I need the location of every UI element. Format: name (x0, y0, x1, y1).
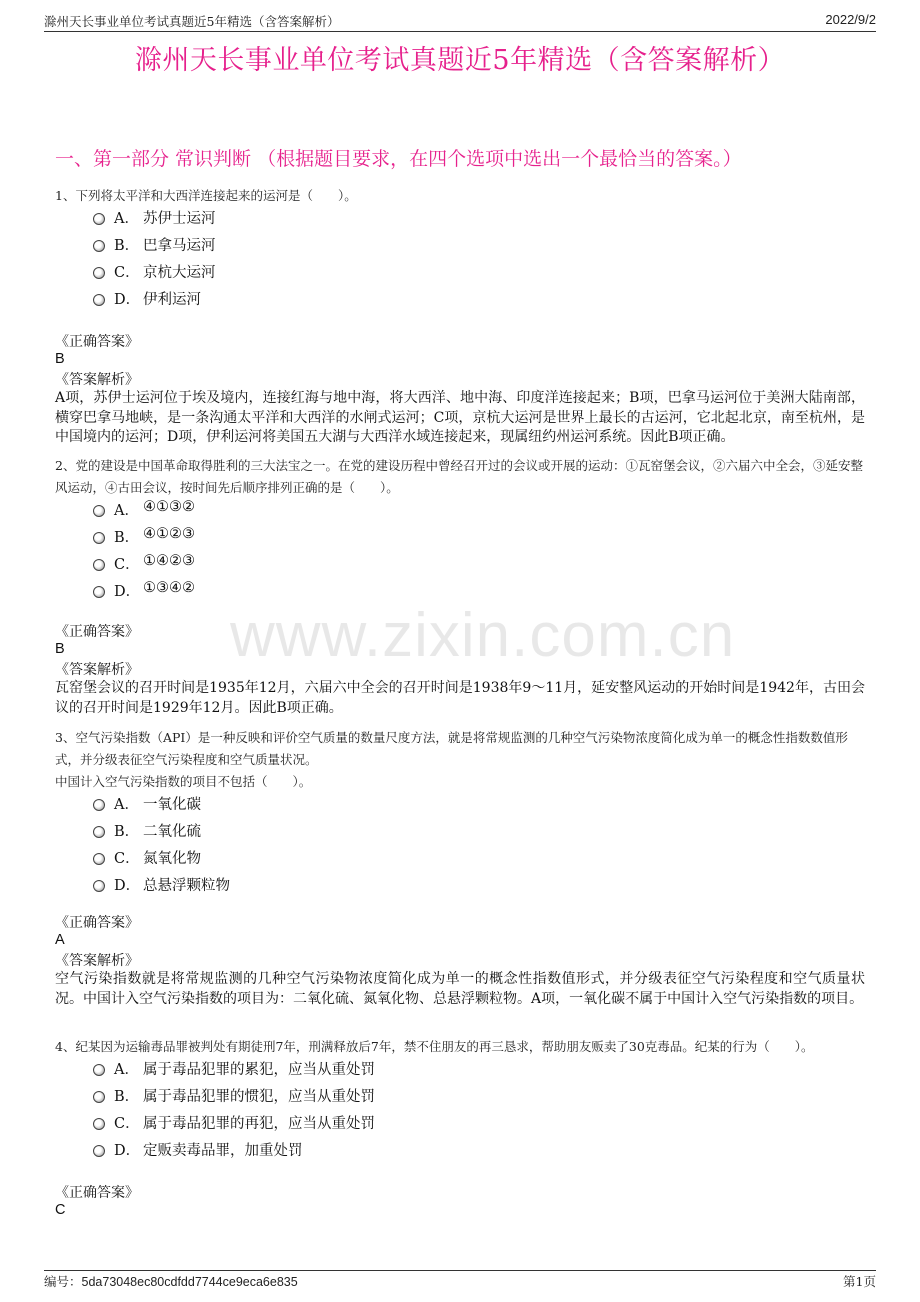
radio-icon[interactable] (93, 559, 105, 571)
analysis-label: 《答案解析》 (55, 662, 139, 678)
option-c[interactable]: C． 属于毒品犯罪的再犯，应当从重处罚 (55, 1112, 865, 1139)
footer-divider (44, 1270, 876, 1271)
answer-block-4 (55, 1182, 865, 1218)
answer-label: 《正确答案》 (55, 334, 139, 350)
radio-icon[interactable] (93, 880, 105, 892)
radio-icon[interactable] (93, 240, 105, 252)
option-a[interactable]: A． 苏伊士运河 (55, 207, 865, 234)
page-number: 第1页 (843, 1274, 876, 1289)
radio-icon[interactable] (93, 853, 105, 865)
option-b[interactable]: B． 巴拿马运河 (55, 234, 865, 261)
document-id (44, 1272, 298, 1290)
analysis-label: 《答案解析》 (55, 372, 139, 388)
document-title: 滁州天长事业单位考试真题近5年精选（含答案解析） (134, 45, 786, 76)
option-c[interactable]: C． 氮氧化物 (55, 847, 865, 874)
option-d[interactable]: D． 总悬浮颗粒物 (55, 874, 865, 901)
radio-icon[interactable] (93, 799, 105, 811)
question-1 (55, 185, 865, 315)
question-stem: 1、下列将太平洋和大西洋连接起来的运河是（ ）。 (55, 188, 357, 203)
option-c[interactable]: C． 京杭大运河 (55, 261, 865, 288)
answer-label: 《正确答案》 (55, 624, 139, 640)
option-b[interactable]: B． 二氧化硫 (55, 820, 865, 847)
radio-icon[interactable] (93, 267, 105, 279)
correct-answer: A (55, 932, 65, 948)
radio-icon[interactable] (93, 1145, 105, 1157)
answer-block-1 (55, 331, 865, 448)
document-id-label: 编号： (44, 1274, 82, 1289)
option-a[interactable]: A． 属于毒品犯罪的累犯，应当从重处罚 (55, 1058, 865, 1085)
answer-block-2 (55, 621, 865, 718)
option-a[interactable]: A． 一氧化碳 (55, 793, 865, 820)
question-stem: 2、党的建设是中国革命取得胜利的三大法宝之一。在党的建设历程中曾经召开过的会议或开展的运动：①瓦窑堡会议，②六届六中全会，③延安整风运动，④古田会议，按时间先后顺序排列正确的是（ ）。 (55, 458, 863, 495)
radio-icon[interactable] (93, 1064, 105, 1076)
answer-block-3 (55, 912, 865, 1009)
radio-icon[interactable] (93, 213, 105, 225)
answer-label: 《正确答案》 (55, 1185, 139, 1201)
section-title: 一、第一部分 常识判断 （根据题目要求，在四个选项中选出一个最恰当的答案。） (55, 148, 742, 170)
radio-icon[interactable] (93, 1118, 105, 1130)
document-id-value: 5da73048ec80cdfdd7744ce9eca6e835 (81, 1275, 298, 1289)
radio-icon[interactable] (93, 826, 105, 838)
question-2 (55, 455, 865, 607)
analysis-text: 空气污染指数就是将常规监测的几种空气污染物浓度简化成为单一的概念性指数值形式，并分级表征空气污染程度和空气质量状况。中国计入空气污染指数的项目为：二氧化硫、氮氧化物、总悬浮颗粒物。A项，一氧化碳不属于中国计入空气污染指数的项目。 (55, 971, 865, 1007)
header-date: 2022/9/2 (825, 12, 876, 27)
radio-icon[interactable] (93, 505, 105, 517)
radio-icon[interactable] (93, 1091, 105, 1103)
correct-answer: C (55, 1202, 66, 1218)
correct-answer: B (55, 351, 65, 367)
option-b[interactable]: B． 属于毒品犯罪的惯犯，应当从重处罚 (55, 1085, 865, 1112)
question-stem: 3、空气污染指数（API）是一种反映和评价空气质量的数量尺度方法，就是将常规监测的几种空气污染物浓度简化成为单一的概念性指数数值形式，并分级表征空气污染程度和空气质量状况。 (55, 730, 848, 767)
analysis-text: 瓦窑堡会议的召开时间是1935年12月，六届六中全会的召开时间是1938年9～11月，延安整风运动的开始时间是1942年，古田会议的召开时间是1929年12月。因此B项正确。 (55, 680, 865, 716)
analysis-label: 《答案解析》 (55, 953, 139, 969)
radio-icon[interactable] (93, 586, 105, 598)
correct-answer: B (55, 641, 65, 657)
option-a[interactable]: A． ④①③② (55, 499, 865, 526)
option-d[interactable]: D． ①③④② (55, 580, 865, 607)
page-header (44, 12, 876, 32)
option-b[interactable]: B． ④①②③ (55, 526, 865, 553)
question-stem-2: 中国计入空气污染指数的项目不包括（ ）。 (55, 774, 312, 789)
watermark: www.zixin.com.cn (230, 601, 736, 670)
question-3 (55, 727, 865, 901)
question-stem: 4、纪某因为运输毒品罪被判处有期徒刑7年，刑满释放后7年，禁不住朋友的再三恳求，帮助朋友贩卖了30克毒品。纪某的行为（ ）。 (55, 1039, 814, 1054)
option-d[interactable]: D． 定贩卖毒品罪，加重处罚 (55, 1139, 865, 1166)
option-c[interactable]: C． ①④②③ (55, 553, 865, 580)
analysis-text: A项，苏伊士运河位于埃及境内，连接红海与地中海，将大西洋、地中海、印度洋连接起来；B项，巴拿马运河位于美洲大陆南部，横穿巴拿马地峡，是一条沟通太平洋和大西洋的水闸式运河；C项，京杭大运河是世界上最长的古运河，它北起北京，南至杭州，是中国境内的运河；D项，伊利运河将美国五大湖与大西洋水域连接起来，现属纽约州运河系统。因此B项正确。 (55, 390, 865, 445)
radio-icon[interactable] (93, 532, 105, 544)
header-divider (44, 31, 876, 32)
radio-icon[interactable] (93, 294, 105, 306)
answer-label: 《正确答案》 (55, 915, 139, 931)
option-d[interactable]: D． 伊利运河 (55, 288, 865, 315)
header-title: 滁州天长事业单位考试真题近5年精选（含答案解析） (44, 14, 340, 29)
question-4 (55, 1036, 865, 1166)
